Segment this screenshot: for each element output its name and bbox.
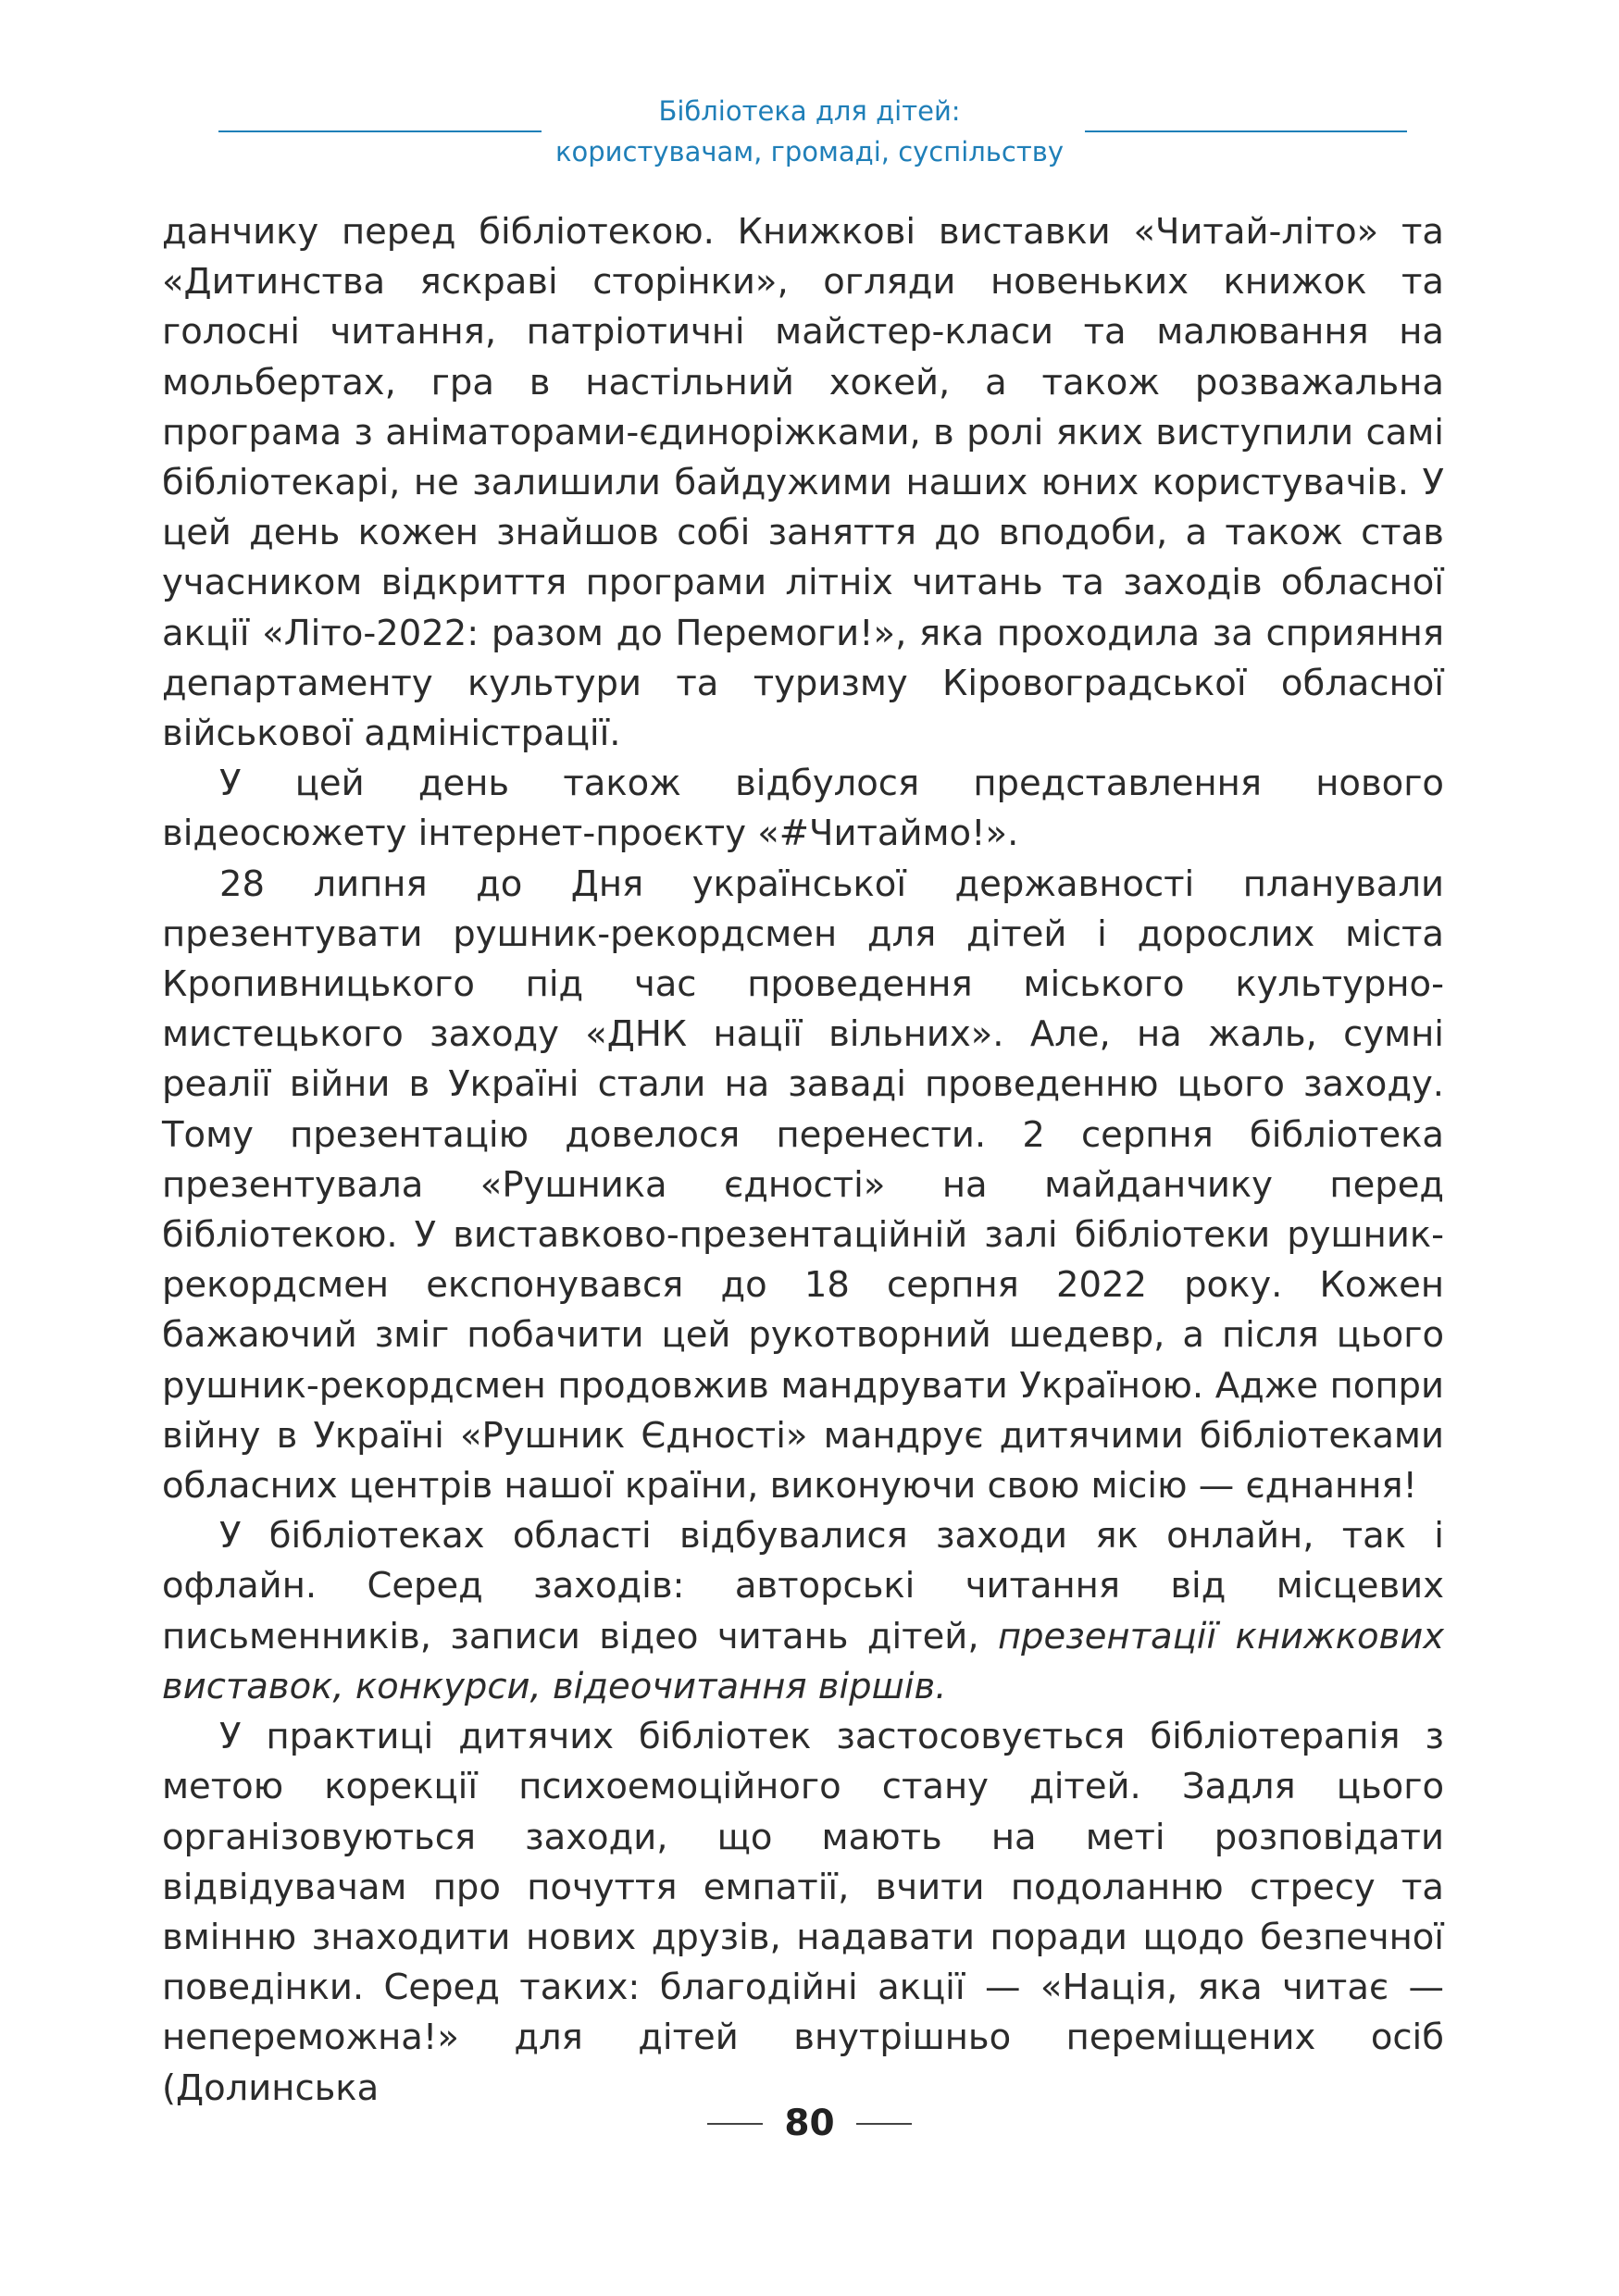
footer-dash-right — [856, 2123, 912, 2125]
paragraph-4-italic-text: презентації книжкових виставок, конкурси, відеочитання віршів. — [162, 1615, 1444, 1707]
paragraph-2: У цей день також відбулося представлення нового відеосюжету інтернет-проєкту «#Читаймо!». — [162, 763, 1444, 855]
page-number: 80 — [784, 2103, 835, 2144]
paragraph-4 — [162, 1511, 1444, 1712]
footer-dash-left — [707, 2123, 763, 2125]
paragraph-5: У практиці дитячих бібліотек застосовується бібліотерапія з метою корекції психоемоційного стану дітей. Задля цього організовуються заходи, що мають на меті розповідати відвідувачам про почуття емпатії, вчити подоланню стресу та вмінню знаходити нових друзів, надавати поради щодо безпечної поведінки. Серед таких: благодійні акції — «Нація, яка читає — непереможна!» для дітей внутрішньо переміщених осіб (Долинська — [162, 1716, 1444, 2109]
paragraph-3: 28 липня до Дня української державності планували презентувати рушник-рекордсмен для дітей і дорослих міста Кропивницького під час проведення міського культурно-мистецького заходу «ДНК нації вільних». Але, на жаль, сумні реалії війни в Україні стали на заваді проведенню цього заходу. Тому презентацію довелося перенести. 2 серпня бібліотека презентувала «Рушника єдності» на майданчику перед бібліотекою. У виставково-презентаційній залі бібліотеки рушник-рекордсмен експонувався до 18 серпня 2022 року. Кожен бажаючий зміг побачити цей рукотворний шедевр, а після цього рушник-рекордсмен продовжив мандрувати Україною. Адже попри війну в Україні «Рушник Єдності» мандрує дитячими бібліотеками обласних центрів нашої країни, виконуючи свою місію — єднання! — [162, 863, 1444, 1508]
header-title-line-1: Бібліотека для дітей: — [658, 95, 961, 127]
header-title-line-2: користувачам, громаді, суспільству — [555, 136, 1064, 168]
header-rule-right — [1085, 130, 1407, 132]
page-footer — [0, 2103, 1619, 2144]
body-text — [162, 207, 1444, 2114]
header-rule-left — [218, 130, 542, 132]
paragraph-1: данчику перед бібліотекою. Книжкові виставки «Читай-літо» та «Дитинства яскраві сторінки», огляди новеньких книжок та голосні читання, патріотичні майстер-класи та малювання на мольбертах, гра в настільний хокей, а також розважальна програма з аніматорами-єдиноріжками, в ролі яких виступили самі бібліотекарі, не залишили байдужими наших юних користувачів. У цей день кожен знайшов собі заняття до вподоби, а також став учасником відкриття програми літніх читань та заходів обласної акції «Літо-2022: разом до Перемоги!», яка проходила за сприяння департаменту культури та туризму Кіровоградської обласної військової адміністрації. — [162, 211, 1444, 755]
paragraph-4-text: У бібліотеках області відбувалися заходи як онлайн, так і офлайн. Серед заходів: авторські читання від місцевих письменників, записи відео читань дітей, — [162, 1515, 1444, 1657]
